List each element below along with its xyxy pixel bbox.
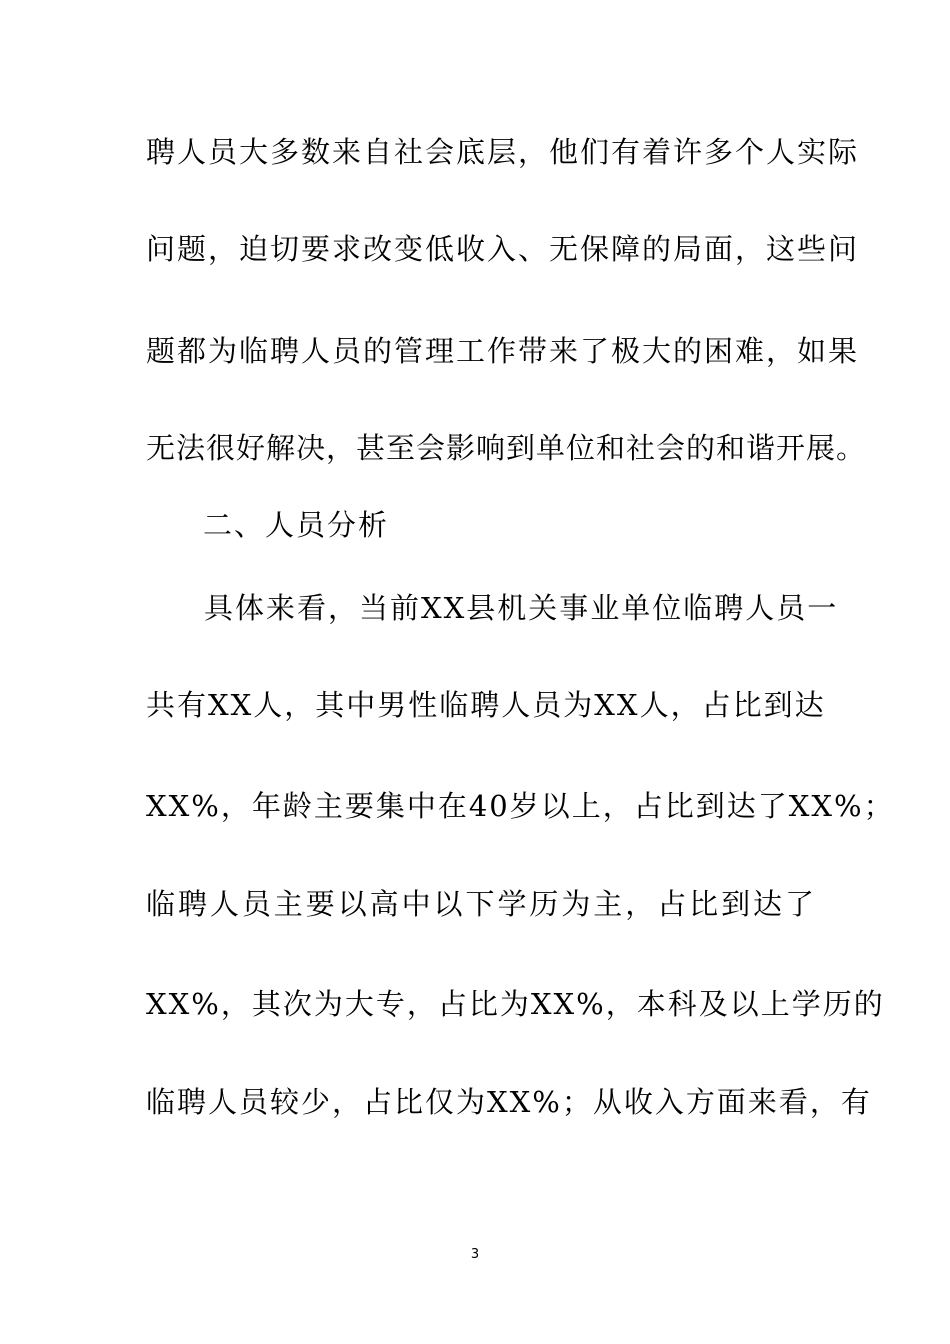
section-heading: 二、人员分析 — [203, 508, 390, 542]
paragraph-line-9: XX%，其次为大专，占比为XX%，本科及以上学历的 — [146, 987, 885, 1021]
paragraph-line-4: 无法很好解决，甚至会影响到单位和社会的和谐开展。 — [146, 431, 867, 465]
paragraph-line-3: 题都为临聘人员的管理工作带来了极大的困难，如果 — [146, 334, 860, 368]
paragraph-line-10: 临聘人员较少，占比仅为XX%；从收入方面来看，有 — [146, 1085, 872, 1119]
paragraph-line-5: 具体来看，当前XX县机关事业单位临聘人员一 — [204, 591, 839, 625]
paragraph-line-6: 共有XX人，其中男性临聘人员为XX人，占比到达 — [146, 688, 826, 722]
paragraph-line-1: 聘人员大多数来自社会底层，他们有着许多个人实际 — [146, 135, 860, 169]
paragraph-line-8: 临聘人员主要以高中以下学历为主，占比到达了 — [146, 887, 816, 921]
paragraph-line-7: XX%，年龄主要集中在40岁以上，占比到达了XX%； — [146, 789, 895, 823]
page-number: 3 — [470, 1247, 480, 1262]
paragraph-line-2: 问题，迫切要求改变低收入、无保障的局面，这些问 — [146, 232, 860, 266]
